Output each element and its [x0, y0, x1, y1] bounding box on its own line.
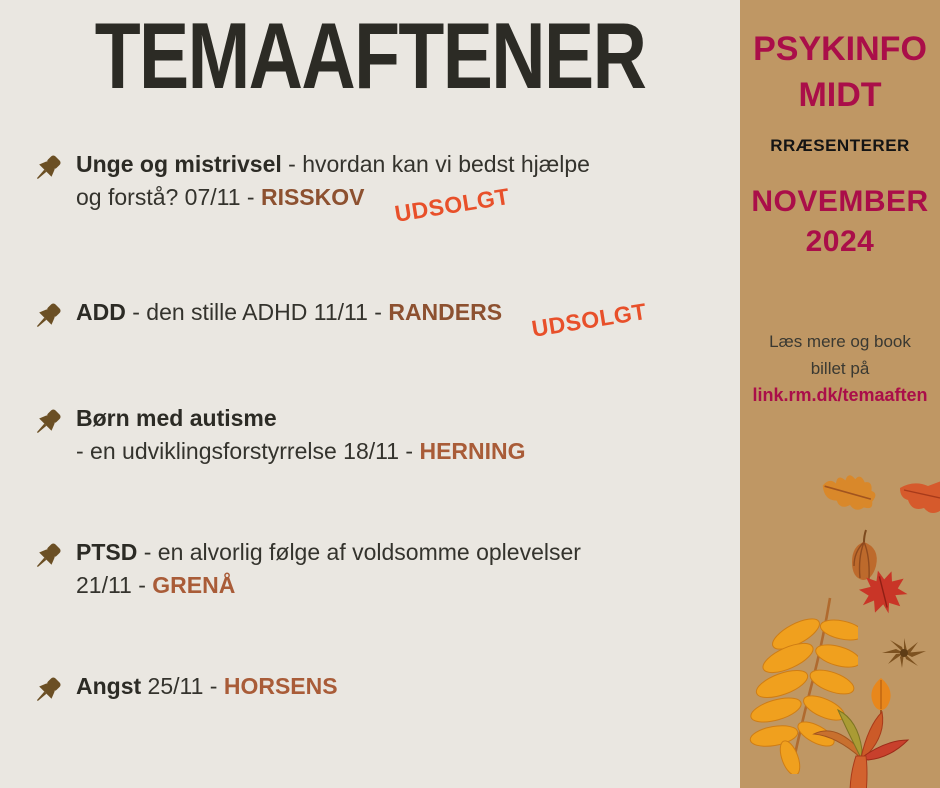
- event-text: [30, 148, 720, 227]
- event-description: - den stille ADHD 11/11 -: [125, 299, 389, 325]
- month-year: [740, 182, 940, 262]
- event-item-unge-og-mistrivsel: [30, 148, 720, 227]
- event-text: [30, 536, 720, 602]
- red-corner-leaf-icon: [898, 478, 940, 520]
- event-title: Angst: [76, 673, 142, 699]
- event-line2: [76, 435, 720, 468]
- event-line1: [76, 296, 720, 342]
- pushpin-icon: [30, 150, 66, 186]
- event-city: RISSKOV: [260, 184, 365, 210]
- event-city: GRENÅ: [152, 572, 236, 598]
- booking-line2: billet på: [810, 359, 870, 378]
- brand-line1: PSYKINFO: [753, 30, 927, 68]
- event-city: RANDERS: [388, 299, 503, 325]
- pushpin-icon: [30, 298, 66, 334]
- event-city: HORSENS: [223, 673, 338, 699]
- event-date: 21/11 -: [76, 572, 153, 598]
- booking-info: [740, 328, 940, 409]
- pushpin-icon: [30, 538, 66, 574]
- event-description: - en alvorlig følge af voldsomme oplevelser: [137, 539, 581, 565]
- pushpin-icon: [30, 672, 66, 708]
- star-anise-icon: [882, 636, 926, 670]
- event-title: Unge og mistrivsel: [76, 151, 282, 177]
- event-text: [30, 670, 720, 703]
- event-title: ADD: [76, 299, 126, 325]
- event-line1: [76, 148, 720, 181]
- event-title: PTSD: [76, 539, 138, 565]
- oak-leaf-icon: [818, 468, 880, 516]
- pushpin-icon: [30, 404, 66, 440]
- event-line2: [76, 569, 720, 602]
- brand-title: [740, 26, 940, 118]
- brand-line2: MIDT: [798, 76, 882, 114]
- event-text: [30, 296, 720, 342]
- chestnut-leaf-icon: [806, 706, 916, 788]
- presents-label: RRÆSENTERER: [770, 136, 910, 155]
- booking-line1: Læs mere og book: [769, 332, 911, 351]
- sidebar: [740, 0, 940, 788]
- event-line1: [76, 536, 720, 569]
- event-city: HERNING: [419, 438, 526, 464]
- event-line1: [76, 402, 720, 435]
- event-line2: [76, 181, 720, 227]
- soldout-badge: UDSOLGT: [392, 182, 511, 227]
- year-label: 2024: [805, 225, 875, 258]
- event-description: - hvordan kan vi bedst hjælpe: [281, 151, 590, 177]
- event-description: - en udviklingsforstyrrelse 18/11 -: [76, 438, 420, 464]
- event-date: 25/11 -: [141, 673, 224, 699]
- event-item-angst: [30, 670, 720, 703]
- booking-link[interactable]: link.rm.dk/temaaften: [752, 385, 928, 405]
- event-line1: [76, 670, 720, 703]
- event-text: [30, 402, 720, 468]
- month-label: NOVEMBER: [751, 185, 929, 218]
- maple-leaf-icon: [856, 566, 910, 616]
- event-item-born-med-autisme: [30, 402, 720, 468]
- event-item-ptsd: [30, 536, 720, 602]
- soldout-badge: UDSOLGT: [529, 297, 649, 342]
- page-title: TEMAAFTENER: [94, 3, 646, 108]
- event-item-add: [30, 296, 720, 342]
- event-title: Børn med autisme: [76, 405, 277, 431]
- event-date: og forstå? 07/11 -: [76, 184, 261, 210]
